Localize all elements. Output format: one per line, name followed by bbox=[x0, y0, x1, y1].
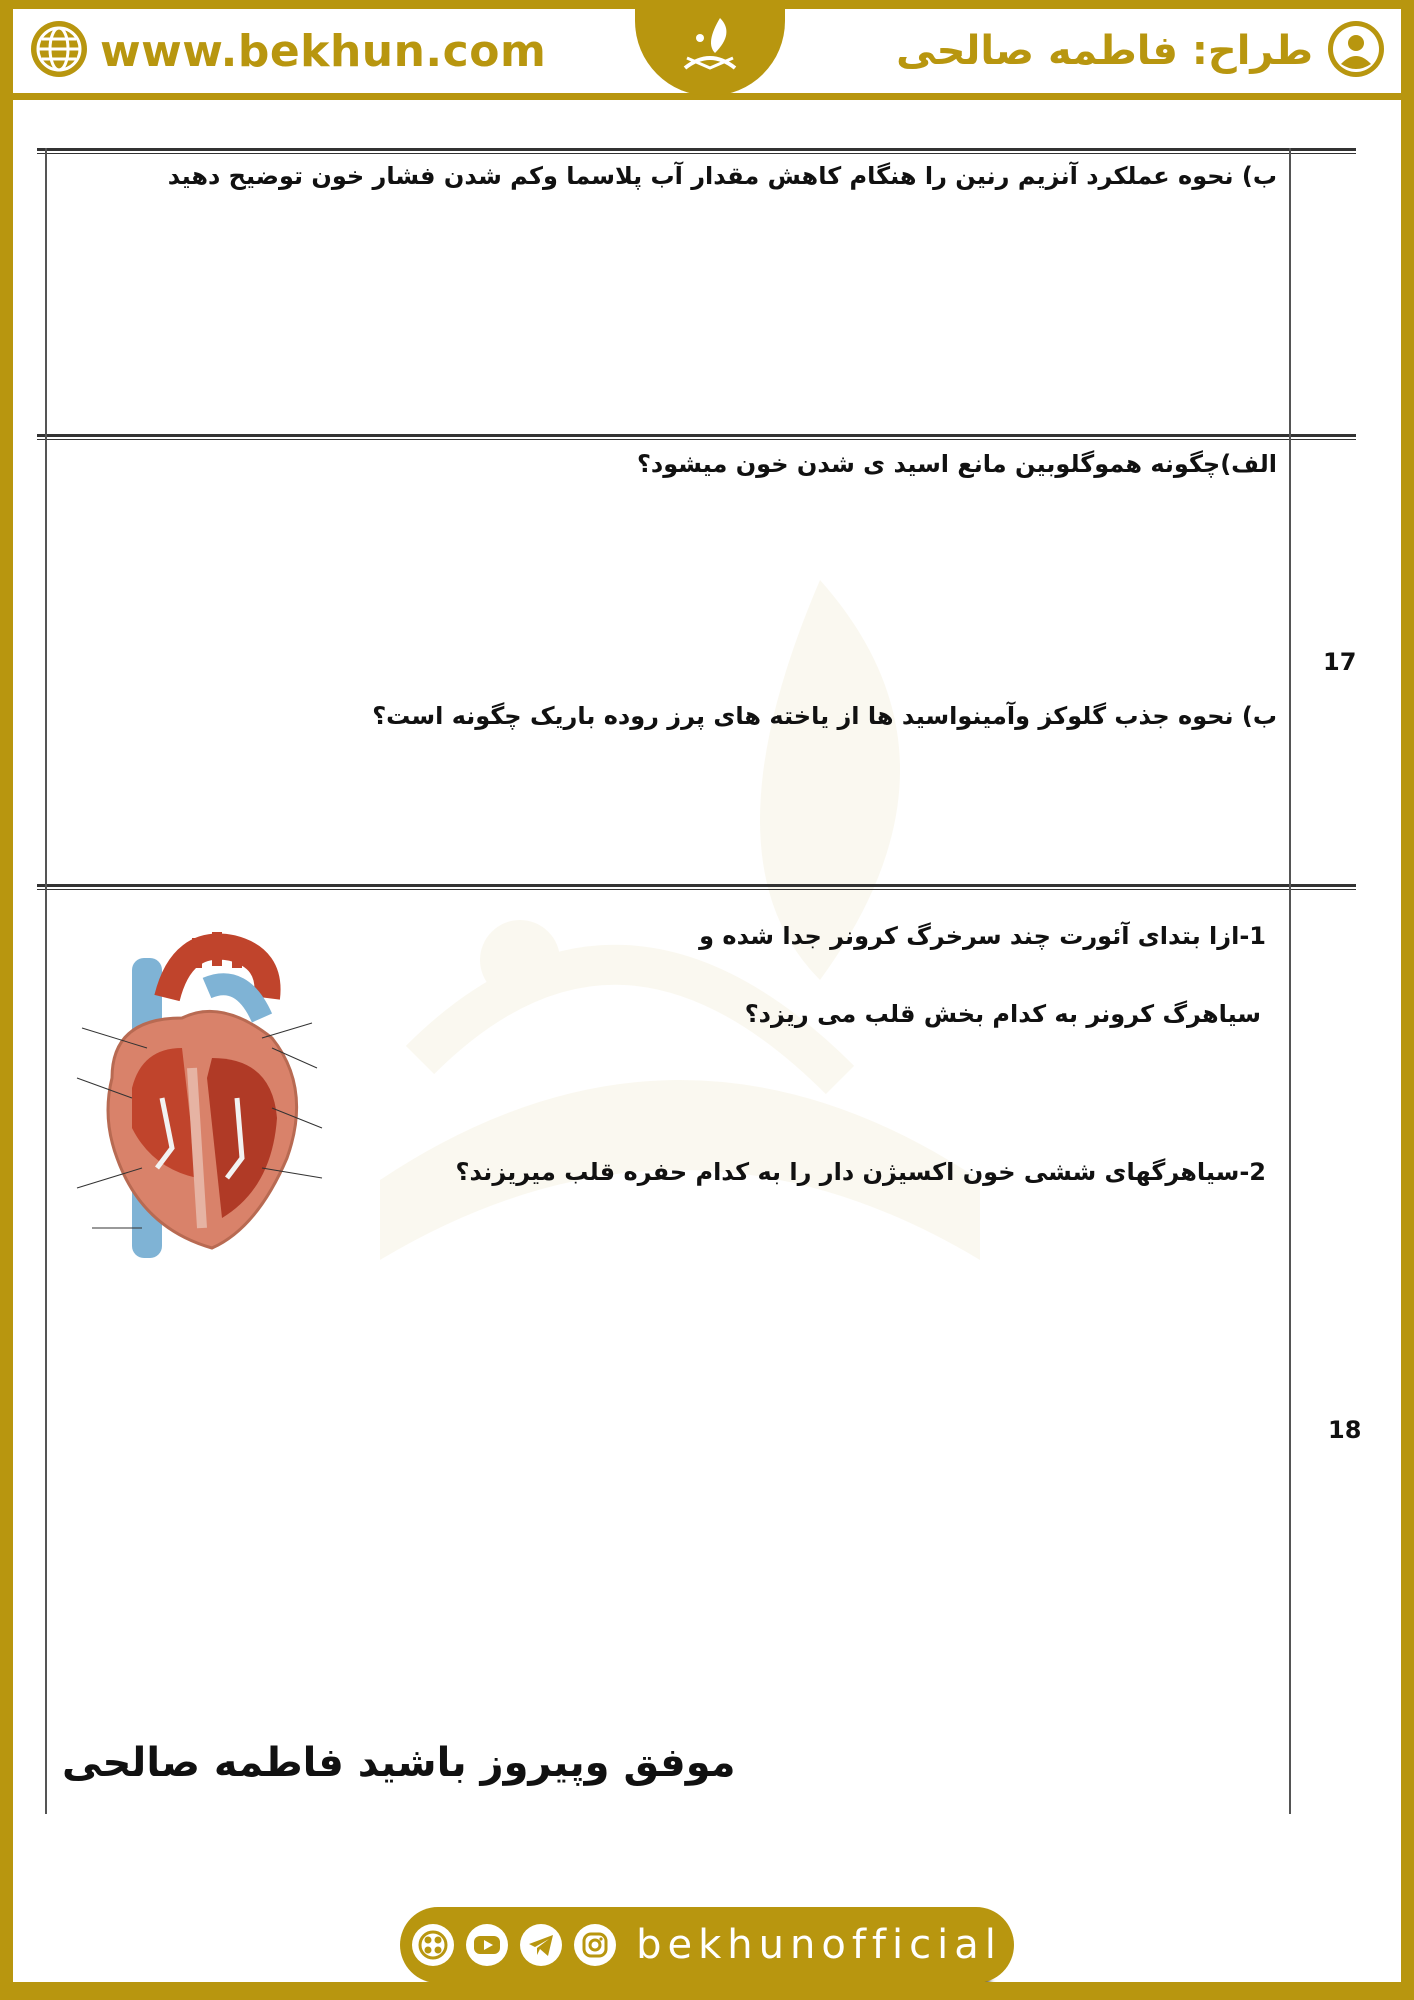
instagram-icon[interactable] bbox=[574, 1924, 616, 1966]
aparat-icon[interactable] bbox=[412, 1924, 454, 1966]
social-footer[interactable] bbox=[400, 1907, 1014, 1983]
question-16-b: ب) نحوه عملکرد آنزیم رنین را هنگام کاهش مقدار آب پلاسما وکم شدن فشار خون توضیح دهید bbox=[167, 162, 1277, 190]
heart-diagram bbox=[72, 928, 332, 1272]
question-number-18: 18 bbox=[1328, 1416, 1362, 1444]
row-divider bbox=[37, 884, 1356, 890]
designer-name: طراح: فاطمه صالحی bbox=[896, 28, 1313, 74]
question-18-1b: سیاهرگ کرونر به کدام بخش قلب می ریزد؟ bbox=[744, 1000, 1261, 1028]
youtube-icon[interactable] bbox=[466, 1924, 508, 1966]
table-border-left bbox=[45, 148, 47, 1814]
telegram-icon[interactable] bbox=[520, 1924, 562, 1966]
social-handle[interactable]: bekhunofficial bbox=[636, 1922, 1002, 1968]
designer-label bbox=[896, 19, 1387, 83]
website-url[interactable]: www.bekhun.com bbox=[100, 25, 547, 77]
user-icon bbox=[1325, 18, 1387, 84]
logo bbox=[635, 0, 785, 96]
question-number-17: 17 bbox=[1323, 648, 1357, 676]
globe-icon bbox=[28, 18, 90, 84]
question-17-a: الف)چگونه هموگلوبین مانع اسید ی شدن خون میشود؟ bbox=[636, 450, 1277, 478]
question-18-2: 2-سیاهرگهای ششی خون اکسیژن دار را به کدام حفره قلب میریزند؟ bbox=[455, 1158, 1266, 1186]
table-border-top bbox=[37, 148, 1356, 154]
question-18-1a: 1-ازا بتدای آئورت چند سرخرگ کرونر جدا شده و bbox=[699, 922, 1266, 950]
closing-message: موفق وپیروز باشید فاطمه صالحی bbox=[62, 1740, 736, 1786]
question-table bbox=[37, 148, 1362, 1814]
website-label[interactable] bbox=[28, 19, 546, 83]
question-17-b: ب) نحوه جذب گلوکز وآمینواسید ها از یاخته های پرز روده باریک چگونه است؟ bbox=[372, 702, 1277, 730]
number-column-divider bbox=[1289, 148, 1291, 1814]
row-divider bbox=[37, 434, 1356, 440]
page-header bbox=[13, 9, 1401, 100]
